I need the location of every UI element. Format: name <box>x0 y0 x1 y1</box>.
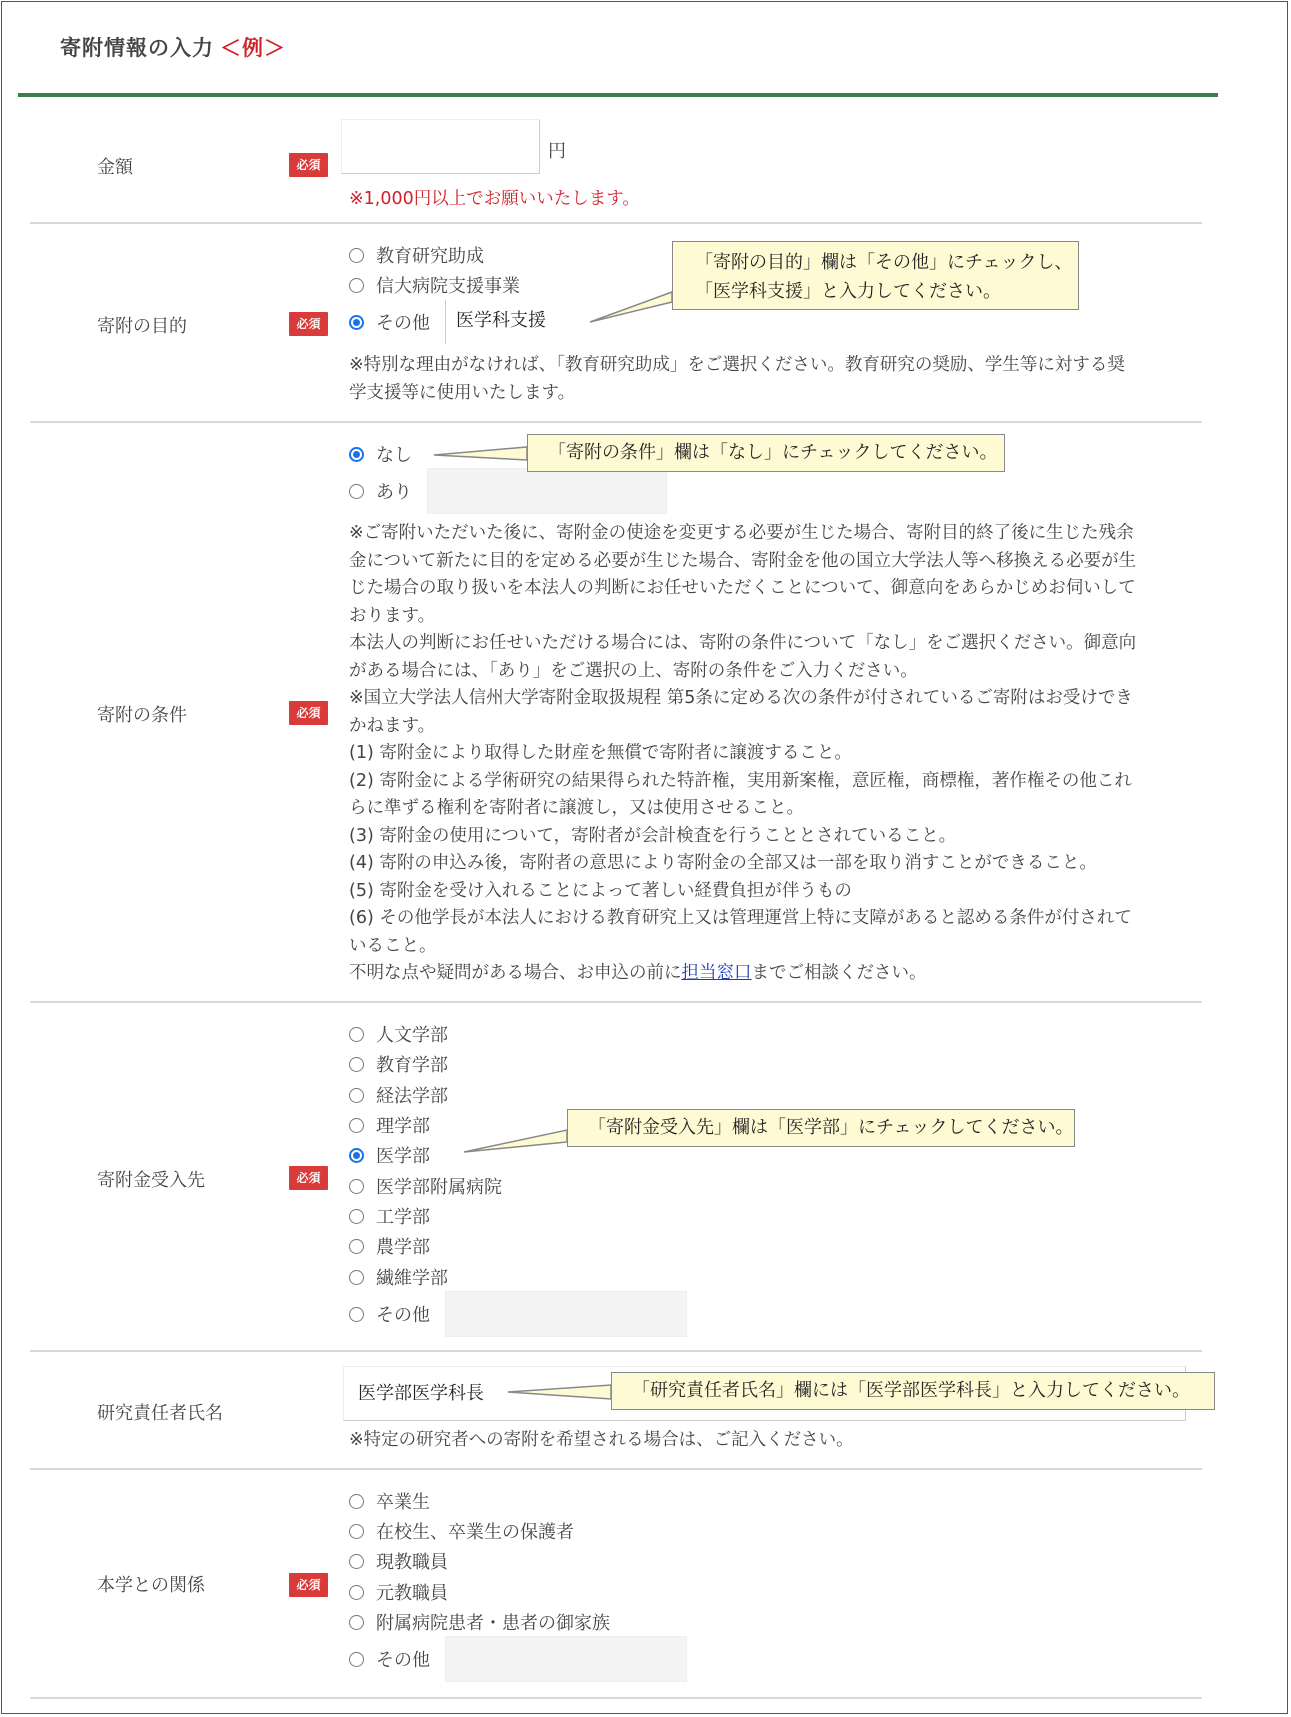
researcher-name-input[interactable]: 医学部医学科長 <box>343 1366 1186 1421</box>
conditions-option-none[interactable] <box>349 441 412 465</box>
radio-icon[interactable] <box>349 447 364 462</box>
row-divider <box>30 1468 1202 1470</box>
amount-label: 金額 <box>97 157 133 178</box>
recipient-callout: 「寄附金受入先」欄は「医学部」にチェックしてください。 <box>567 1109 1075 1147</box>
note-line: (1) 寄附金により取得した財産を無償で寄附者に譲渡すること。 <box>349 743 852 763</box>
radio-label: 人文学部 <box>376 1025 448 1046</box>
radio-icon[interactable] <box>349 1088 364 1103</box>
radio-icon[interactable] <box>349 484 364 499</box>
row-divider <box>30 1350 1202 1352</box>
radio-label: あり <box>376 482 412 503</box>
note-line: 学支援等に使用いたします。 <box>349 382 576 403</box>
radio-label: その他 <box>376 1650 430 1671</box>
recipient-option-humanities[interactable] <box>349 1021 448 1045</box>
radio-label: 附属病院患者・患者の御家族 <box>376 1613 610 1634</box>
radio-icon[interactable] <box>349 1270 364 1285</box>
radio-label: 教育学部 <box>376 1055 448 1076</box>
row-divider <box>30 222 1202 224</box>
radio-label: その他 <box>376 313 430 334</box>
relation-option-student-guardian[interactable] <box>349 1518 574 1542</box>
radio-icon[interactable] <box>349 1554 364 1569</box>
radio-label: 経法学部 <box>376 1086 448 1107</box>
note-line: (3) 寄附金の使用について，寄附者が会計検査を行うこととされていること。 <box>349 825 957 846</box>
amount-unit: 円 <box>548 141 566 162</box>
radio-icon[interactable] <box>349 1524 364 1539</box>
radio-icon[interactable] <box>349 1118 364 1133</box>
row-divider <box>30 1697 1202 1699</box>
page-title <box>60 32 286 62</box>
relation-other-input[interactable] <box>445 1636 687 1682</box>
relation-option-patient-family[interactable] <box>349 1609 610 1633</box>
relation-label: 本学との関係 <box>97 1575 205 1596</box>
note-line: 金について新たに目的を定める必要が生じた場合、寄附金を他の国立大学法人等へ移換える必要が生 <box>349 550 1137 571</box>
recipient-option-science[interactable] <box>349 1112 430 1136</box>
note-line: (5) 寄附金を受け入れることによって著しい経費負担が伴うもの <box>349 880 852 901</box>
recipient-option-agriculture[interactable] <box>349 1233 430 1257</box>
recipient-option-textile[interactable] <box>349 1264 448 1288</box>
note-text: までご相談ください。 <box>751 963 927 983</box>
note-line: (6) その他学長が本法人における教育研究上又は管理運営上特に支障があると認める条件が付されて <box>349 908 1132 928</box>
conditions-required-badge: 必須 <box>289 701 328 725</box>
conditions-label: 寄附の条件 <box>97 705 187 726</box>
radio-label: 信大病院支援事業 <box>376 276 520 297</box>
purpose-option-other[interactable] <box>349 309 430 333</box>
recipient-option-education[interactable] <box>349 1051 448 1075</box>
radio-icon[interactable] <box>349 1148 364 1163</box>
amount-required-badge: 必須 <box>289 153 328 177</box>
callout-line: 「寄附の目的」欄は「その他」にチェックし、 <box>695 252 1073 273</box>
radio-icon[interactable] <box>349 1652 364 1667</box>
radio-icon[interactable] <box>349 1027 364 1042</box>
purpose-other-input[interactable]: 医学科支援 <box>445 300 685 344</box>
conditions-yes-input[interactable] <box>427 468 667 514</box>
note-line: らに準ずる権利を寄附者に譲渡し，又は使用させること。 <box>349 798 804 818</box>
note-line: ※ご寄附いただいた後に、寄附金の使途を変更する必要が生じた場合、寄附目的終了後に生じた残余 <box>349 523 1134 543</box>
row-divider <box>30 421 1202 423</box>
radio-label: 理学部 <box>376 1116 430 1137</box>
radio-label: 繊維学部 <box>376 1268 448 1289</box>
recipient-required-badge: 必須 <box>289 1166 328 1190</box>
radio-label: 元教職員 <box>376 1583 448 1604</box>
contact-link[interactable]: 担当窓口 <box>681 963 752 983</box>
purpose-required-badge: 必須 <box>289 312 328 336</box>
radio-label: なし <box>376 445 412 466</box>
radio-icon[interactable] <box>349 1494 364 1509</box>
radio-icon[interactable] <box>349 1307 364 1322</box>
radio-icon[interactable] <box>349 278 364 293</box>
radio-icon[interactable] <box>349 315 364 330</box>
radio-icon[interactable] <box>349 1057 364 1072</box>
researcher-label: 研究責任者氏名 <box>97 1403 223 1424</box>
amount-input[interactable] <box>341 119 540 174</box>
purpose-note <box>349 352 1125 407</box>
relation-option-alumni[interactable] <box>349 1488 430 1512</box>
radio-label: 医学部 <box>376 1146 430 1167</box>
page-title-text: 寄附情報の入力 <box>60 36 214 60</box>
recipient-option-law-economics[interactable] <box>349 1082 448 1106</box>
recipient-option-medicine[interactable] <box>349 1142 430 1166</box>
conditions-option-yes[interactable] <box>349 478 412 502</box>
note-line: (4) 寄附の申込み後，寄附者の意思により寄附金の全部又は一部を取り消すことができること。 <box>349 853 1097 873</box>
recipient-option-engineering[interactable] <box>349 1203 430 1227</box>
note-line: (2) 寄附金による学術研究の結果得られた特許権，実用新案権，意匠権，商標権，著作権その他これ <box>349 770 1132 791</box>
radio-icon[interactable] <box>349 1615 364 1630</box>
radio-label: 医学部附属病院 <box>376 1177 502 1198</box>
radio-icon[interactable] <box>349 1239 364 1254</box>
note-line: がある場合には、「あり」をご選択の上、寄附の条件をご入力ください。 <box>349 660 918 681</box>
note-line: じた場合の取り扱いを本法人の判断にお任せいただくことについて、御意向をあらかじめお伺いして <box>349 578 1136 598</box>
row-divider <box>30 1001 1202 1003</box>
note-line: ※国立大学法人信州大学寄附金取扱規程 第5条に定める次の条件が付されているご寄附はお受けでき <box>349 688 1133 708</box>
recipient-option-hospital[interactable] <box>349 1173 502 1197</box>
researcher-note: ※特定の研究者への寄附を希望される場合は、ご記入ください。 <box>349 1430 854 1450</box>
radio-icon[interactable] <box>349 1585 364 1600</box>
note-line: ※特別な理由がなければ、「教育研究助成」をご選択ください。教育研究の奨励、学生等に対する奨 <box>349 355 1125 375</box>
callout-line: 「医学科支援」と入力してください。 <box>695 281 1001 302</box>
radio-label: 教育研究助成 <box>376 246 484 267</box>
relation-required-badge: 必須 <box>289 1573 328 1597</box>
radio-icon[interactable] <box>349 1209 364 1224</box>
conditions-callout: 「寄附の条件」欄は「なし」にチェックしてください。 <box>527 434 1005 472</box>
title-underline <box>18 93 1218 97</box>
radio-label: その他 <box>376 1305 430 1326</box>
note-line: いること。 <box>349 935 437 956</box>
note-line: 本法人の判断にお任せいただける場合には、寄附の条件について「なし」をご選択ください。御意向 <box>349 633 1137 653</box>
radio-label: 現教職員 <box>376 1552 448 1573</box>
note-line: おります。 <box>349 605 436 626</box>
researcher-callout: 「研究責任者氏名」欄には「医学部医学科長」と入力してください。 <box>611 1372 1215 1410</box>
note-text: 不明な点や疑問がある場合、お申込の前に <box>349 963 682 983</box>
radio-label: 農学部 <box>376 1237 430 1258</box>
relation-option-current-staff[interactable] <box>349 1548 448 1572</box>
purpose-callout <box>672 241 1079 310</box>
recipient-other-input[interactable] <box>445 1291 687 1337</box>
recipient-label: 寄附金受入先 <box>97 1170 205 1191</box>
amount-note: ※1,000円以上でお願いいたします。 <box>349 189 640 209</box>
purpose-option-hospital[interactable] <box>349 272 520 296</box>
radio-label: 工学部 <box>376 1207 430 1228</box>
radio-label: 在校生、卒業生の保護者 <box>376 1522 574 1543</box>
note-final-line <box>349 960 1136 988</box>
example-tag: ＜例＞ <box>220 36 286 60</box>
radio-icon[interactable] <box>349 248 364 263</box>
recipient-option-other[interactable] <box>349 1301 430 1325</box>
radio-icon[interactable] <box>349 1179 364 1194</box>
purpose-label: 寄附の目的 <box>97 316 187 337</box>
radio-label: 卒業生 <box>376 1492 430 1513</box>
relation-option-other[interactable] <box>349 1646 430 1670</box>
relation-option-former-staff[interactable] <box>349 1579 448 1603</box>
purpose-option-education[interactable] <box>349 242 484 266</box>
note-line: かねます。 <box>349 715 436 736</box>
conditions-note <box>349 520 1136 988</box>
